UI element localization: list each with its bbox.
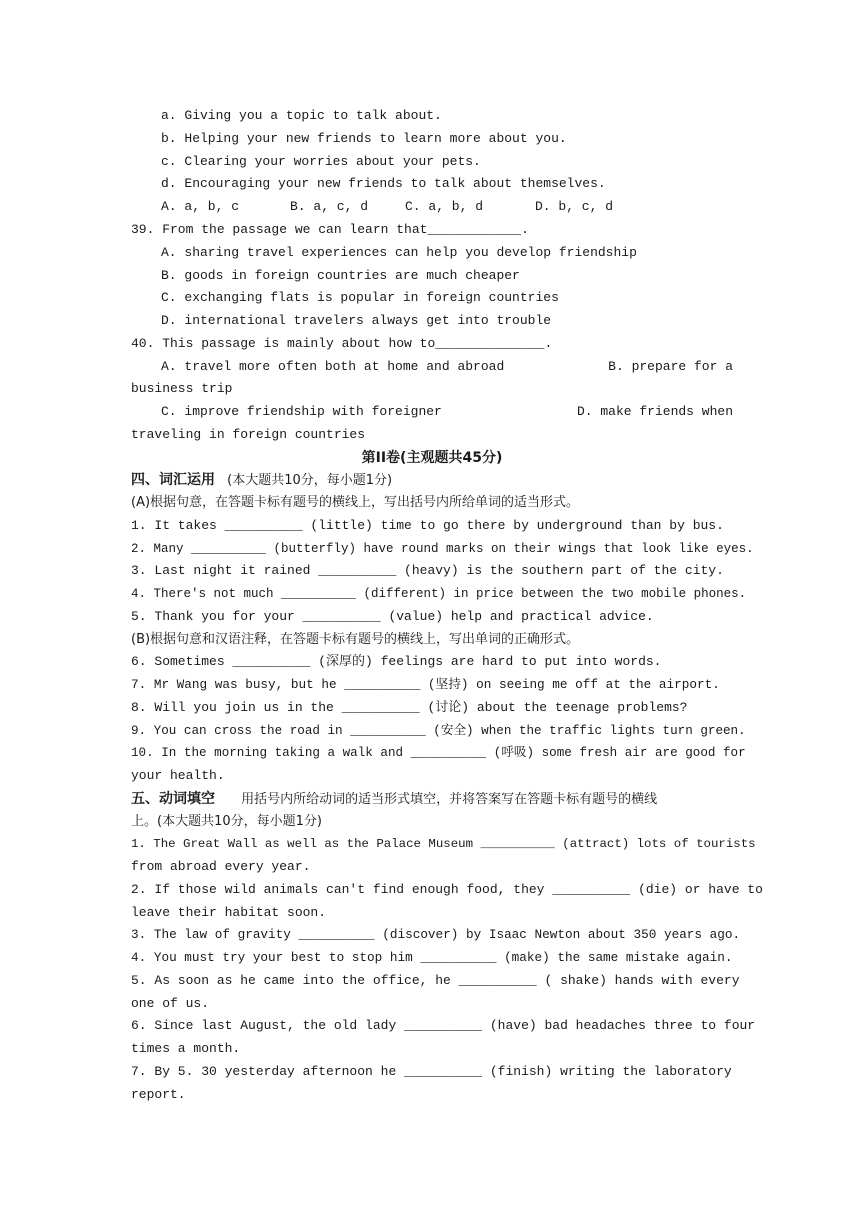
verb-line-3: 2. If those wild animals can't find enough food, they __________ (die) or have to	[131, 882, 763, 897]
vocab-item-1: 1. It takes __________ (little) time to go there by underground than by bus.	[131, 518, 724, 533]
q39-option-b: B. goods in foreign countries are much cheaper	[161, 268, 520, 283]
vocab-item-8: 8. Will you join us in the __________ (讨论) about the teenage problems?	[131, 700, 688, 715]
verb-line-4: leave their habitat soon.	[131, 905, 327, 920]
vocab-item-10-cont: your health.	[131, 768, 225, 783]
q38-choice-b: B. a, c, d	[290, 199, 369, 214]
verb-line-6: 4. You must try your best to stop him __________ (make) the same mistake again.	[131, 950, 733, 965]
vocab-item-10: 10. In the morning taking a walk and __________ (呼吸) some fresh air are good for	[131, 746, 746, 760]
q40-option-b: B. prepare for a	[608, 359, 733, 374]
verb-line-1: 1. The Great Wall as well as the Palace Museum __________ (attract) lots of tourists	[131, 837, 756, 851]
verb-line-11: 7. By 5. 30 yesterday afternoon he __________ (finish) writing the laboratory	[131, 1064, 732, 1079]
verb-line-12: report.	[131, 1087, 186, 1102]
section4-instruction-a: (A)根据句意，在答题卡标有题号的横线上，写出括号内所给单词的适当形式。	[131, 495, 580, 510]
section5-instruction: 用括号内所给动词的适当形式填空，并将答案写在答题卡标有题号的横线	[241, 792, 658, 807]
q40-option-d-cont: traveling in foreign countries	[131, 427, 366, 442]
q40-option-a: A. travel more often both at home and abroad	[161, 359, 505, 374]
vocab-item-3: 3. Last night it rained __________ (heavy) is the southern part of the city.	[131, 563, 724, 578]
q38-choice-c: C. a, b, d	[405, 199, 484, 214]
q38-choice-d: D. b, c, d	[535, 199, 614, 214]
q38-choice-a: A. a, b, c	[161, 199, 240, 214]
section4-note: (本大题共10分，每小题1分)	[227, 473, 393, 488]
q40-row-cd	[131, 402, 733, 422]
q39-stem: 39. From the passage we can learn that____________.	[131, 222, 529, 237]
verb-line-10: times a month.	[131, 1041, 241, 1056]
q38-option-d: d. Encouraging your new friends to talk about themselves.	[161, 176, 606, 191]
part2-title: 第II卷(主观题共45分)	[361, 450, 503, 466]
q38-choices	[161, 197, 763, 217]
section5-instruction-cont: 上。(本大题共10分，每小题1分)	[131, 814, 322, 829]
verb-line-8: one of us.	[131, 996, 210, 1011]
q38-option-c: c. Clearing your worries about your pets.	[161, 154, 481, 169]
q40-option-d: D. make friends when	[576, 404, 733, 419]
section5-heading-line	[131, 789, 733, 810]
vocab-item-5: 5. Thank you for your __________ (value) help and practical advice.	[131, 609, 654, 624]
q39-option-a: A. sharing travel experiences can help you develop friendship	[161, 245, 637, 260]
vocab-item-6: 6. Sometimes __________ (深厚的) feelings are hard to put into words.	[131, 654, 662, 669]
q40-option-b-cont: business trip	[131, 381, 233, 396]
section5-heading: 五、动词填空	[131, 791, 215, 807]
section4-instruction-b: (B)根据句意和汉语注释，在答题卡标有题号的横线上，写出单词的正确形式。	[131, 632, 580, 647]
section4-heading: 四、词汇运用	[131, 472, 215, 488]
q40-stem: 40. This passage is mainly about how to______________.	[131, 336, 553, 351]
verb-line-7: 5. As soon as he came into the office, he __________ ( shake) hands with every	[131, 973, 740, 988]
verb-line-5: 3. The law of gravity __________ (discover) by Isaac Newton about 350 years ago.	[131, 927, 741, 942]
vocab-item-2: 2. Many __________ (butterfly) have round marks on their wings that look like eyes.	[131, 542, 754, 556]
verb-line-9: 6. Since last August, the old lady __________ (have) bad headaches three to four	[131, 1018, 756, 1033]
q40-option-c: C. improve friendship with foreigner	[161, 404, 442, 419]
q39-option-c: C. exchanging flats is popular in foreign countries	[161, 290, 559, 305]
vocab-item-9: 9. You can cross the road in __________ (安全) when the traffic lights turn green.	[131, 724, 746, 738]
verb-line-2: from abroad every year.	[131, 859, 311, 874]
q39-option-d: D. international travelers always get into trouble	[161, 313, 552, 328]
vocab-item-4: 4. There's not much __________ (different) in price between the two mobile phones.	[131, 587, 747, 601]
section4-heading-line	[131, 470, 733, 491]
q40-row-ab	[131, 357, 733, 377]
vocab-item-7: 7. Mr Wang was busy, but he __________ (坚持) on seeing me off at the airport.	[131, 677, 720, 692]
q38-option-b: b. Helping your new friends to learn more about you.	[161, 131, 567, 146]
q38-option-a: a. Giving you a topic to talk about.	[161, 108, 442, 123]
